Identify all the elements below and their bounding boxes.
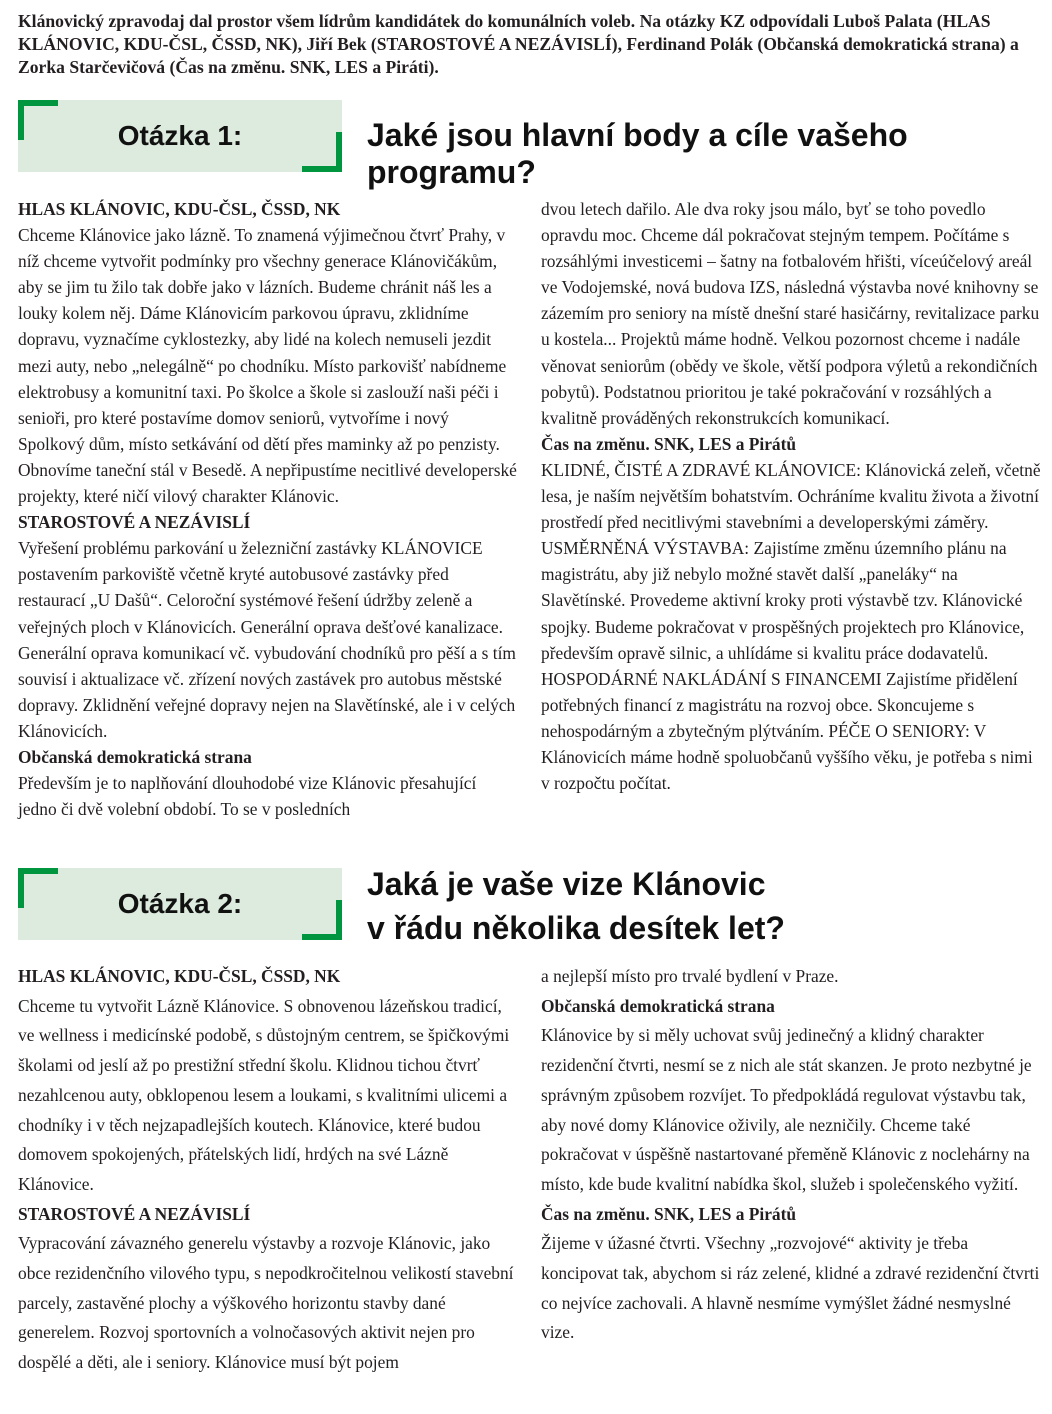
answer-paragraph: Vyřešení problému parkování u železniční zastávky KLÁNOVICE postavením parkoviště včetně kryté autobusové zastávky před restaurací „U Dašů“. Celoroční systémové řešení údržby zeleně a veřejných ploch v Klánovicích. Generální oprava dešťové kanalizace. Generální oprava komunikací vč. vybudování chodníků pro pěší a s tím souvisí i aktualizace vč. zřízení nových zastávek pro autobus městské dopravy. Zklidnění veřejné dopravy nejen na Slavětínské, ale i v celých Klánovicích. — [18, 538, 516, 741]
question-2-title-line-2: v řádu několika desítek let? — [367, 910, 785, 946]
question-2-left-column — [18, 962, 518, 1378]
party-heading: Občanská demokratická strana — [18, 746, 252, 767]
question-2-label-box — [18, 868, 342, 940]
answer-paragraph: a nejlepší místo pro trvalé bydlení v Praze. — [541, 966, 839, 986]
party-heading: HLAS KLÁNOVIC, KDU-ČSL, ČSSD, NK — [18, 199, 341, 219]
answer-paragraph: Především je to naplňování dlouhodobé vize Klánovic přesahující jedno či dvě volební období. To se v posledních — [18, 773, 477, 820]
answer-paragraph: Žijeme v úžasné čtvrti. Všechny „rozvojové“ aktivity je třeba koncipovat tak, abychom si ráz zelené, klidné a zdravé rezidenční čtvrti co nejvíce zachovali. A hlavně nesmíme vymýšlet žádné nesmyslné vize. — [541, 1233, 1040, 1343]
answer-paragraph: Klánovice by si měly uchovat svůj jedinečný a klidný charakter rezidenční čtvrti, nesmí se z nich ale stát skanzen. Je proto nezbytné je správným způsobem rozvíjet. To předpokládá regulovat výstavbu tak, aby nové domy Klánovice oživily, ale nezničily. Chceme také pokračovat v úspěšně nastartované přeměně Klánovic z noclehárny na místo, kde bude kvalitní nabídka škol, služeb i společenského vyžití. — [541, 1025, 1032, 1194]
answer-paragraph: Vypracování závazného generelu výstavby a rozvoje Klánovic, jako obce rezidenčního vilového typu, s nepodkročitelnou velikostí stavební parcely, zastavěné plochy a výškového horizontu stavby dané generelem. Rozvoj sportovních a volnočasových aktivit nejen pro dospělé a děti, ale i seniory. Klánovice musí být pojem — [18, 1233, 514, 1373]
party-heading: STAROSTOVÉ A NEZÁVISLÍ — [18, 1203, 251, 1224]
party-heading: HLAS KLÁNOVIC, KDU-ČSL, ČSSD, NK — [18, 966, 341, 986]
question-1-title: Jaké jsou hlavní body a cíle vašeho programu? — [367, 117, 908, 190]
answer-paragraph: Chceme tu vytvořit Lázně Klánovice. S obnovenou lázeňskou tradicí, ve wellness i medicínské podobě, s důstojným centrem, se špičkovými školami od jeslí až po prestižní střední školu. Klidnou tichou čtvrť nezahlcenou auty, obklopenou lesem a loukami, s kvalitními ulicemi a chodníky i v těch nejzapadlejších koutech. Klánovice, které budou domovem spokojených, přátelských lidí, hrdých na své Lázně Klánovice. — [18, 995, 510, 1194]
question-2-right-column — [541, 962, 1041, 1348]
answer-paragraph: KLIDNÉ, ČISTÉ A ZDRAVÉ KLÁNOVICE: Klánovická zeleň, včetně lesa, je naším největším bohatstvím. Ochráníme kvalitu života a životní prostředí před necitlivými stavebními a developerskými záměry. USMĚRNĚNÁ VÝSTAVBA: Zajistíme změnu územního plánu na magistrátu, aby již nebylo možné stavět další „paneláky“ na Slavětínské. Provedeme aktivní kroky proti výstavbě tzv. Klánovické spojky. Budeme pokračovat v prospěšných projektech pro Klánovice, především opravě silnic, a uhlídáme si kvalitu práce dodavatelů. HOSPODÁRNÉ NAKLÁDÁNÍ S FINANCEMI Zajistíme přidělení potřebných financí z magistrátu na rozvoj obce. Skoncujeme s nehospodárným a zbytečným plýtváním. PÉČE O SENIORY: V Klánovicích máme hodně spoluobčanů vyššího věku, je potřeba s nimi v rozpočtu počítat. — [541, 459, 1041, 794]
question-2-title-line-1: Jaká je vaše vize Klánovic — [367, 866, 766, 902]
answer-paragraph: Chceme Klánovice jako lázně. To znamená výjimečnou čtvrť Prahy, v níž chceme vytvořit podmínky pro všechny generace Klánovičákům, aby se jim tu žilo tak dobře jako v lázních. Budeme chránit náš les a louky kolem něj. Dáme Klánovicím parkovou úpravu, zklidníme dopravu, vyznačíme cyklostezky, aby lidé na kolech nemuseli jezdit mezi auty, nebo „nelegálně“ po chodníku. Místo parkovišť nabídneme elektrobusy a komunitní taxi. Po školce a škole si zaslouží naši péči i senioři, pro které postavíme domov seniorů, vytvoříme i nový Spolkový dům, místo setkávání od dětí přes maminky až po penzisty. Obnovíme taneční stál v Besedě. A nepřipustíme necitlivé developerské projekty, které ničí vilový charakter Klánovic. — [18, 225, 517, 507]
party-heading: Čas na změnu. SNK, LES a Pirátů — [541, 433, 797, 454]
party-heading: Čas na změnu. SNK, LES a Pirátů — [541, 1203, 797, 1224]
question-1-label-box — [18, 100, 342, 172]
party-heading: STAROSTOVÉ A NEZÁVISLÍ — [18, 512, 251, 533]
question-1-right-column — [541, 196, 1041, 796]
intro-paragraph: Klánovický zpravodaj dal prostor všem lídrům kandidátek do komunálních voleb. Na otázky KZ odpovídali Luboš Palata (HLAS KLÁNOVIC, KDU-ČSL, ČSSD, NK), Jiří Bek (STAROSTOVÉ A NEZÁVISLÍ), Ferdinand Polák (Občanská demokratická strana) a Zorka Starčevičová (Čas na změnu. SNK, LES a Piráti). — [18, 11, 1019, 77]
party-heading: Občanská demokratická strana — [541, 995, 775, 1016]
question-1-left-column — [18, 196, 518, 822]
question-2-title — [367, 862, 785, 950]
answer-paragraph: dvou letech dařilo. Ale dva roky jsou málo, byť se toho povedlo opravdu moc. Chceme dál pokračovat stejným tempem. Počítáme s rozsáhlými investicemi – šatny na fotbalovém hřišti, víceúčelový areál ve Vodojemské, nová budova IZS, následná výstavba nové knihovny se zázemím pro seniory na místě dnešní staré hasičárny, revitalizace parku u kostela... Projektů máme hodně. Velkou pozornost chceme i nadále věnovat seniorům (obědy ve škole, větší podpora výletů a rekondičních pobytů). Podstatnou prioritou je také pokračování v rozsáhlých a kvalitně prováděných rekonstrukcích komunikací. — [541, 199, 1040, 428]
question-1-label: Otázka 1: — [117, 120, 243, 151]
question-2-label: Otázka 2: — [117, 888, 243, 919]
